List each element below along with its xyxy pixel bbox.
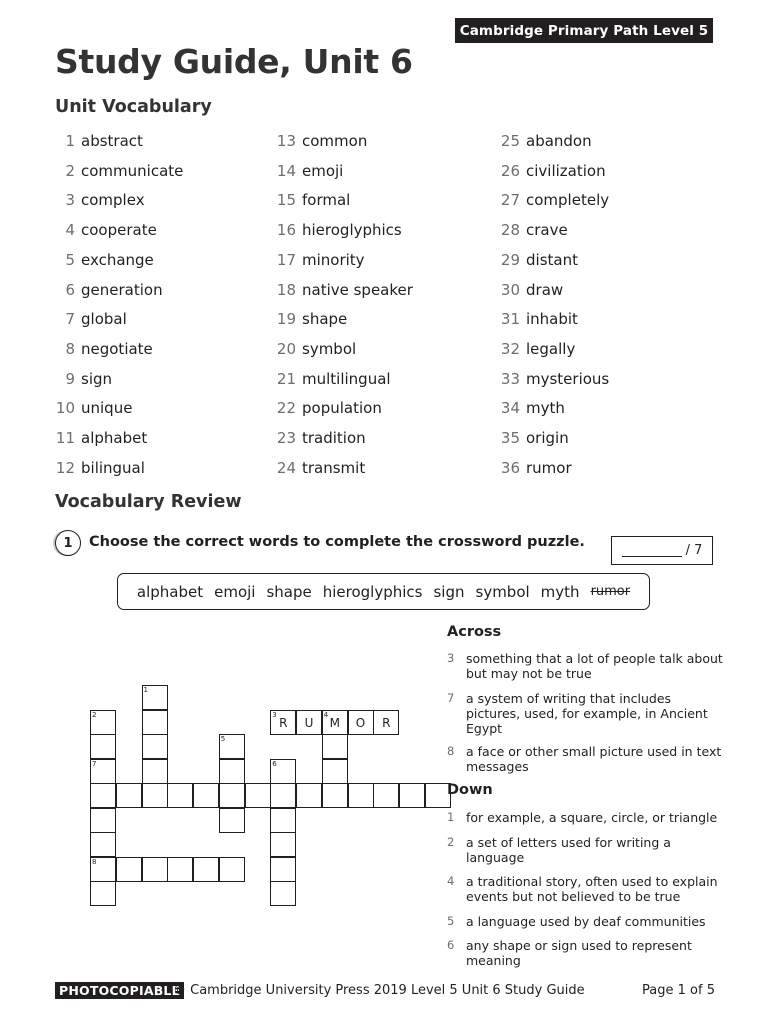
- vocab-item: [55, 397, 132, 419]
- vocab-number: 22: [276, 399, 296, 418]
- vocab-number: 8: [65, 339, 75, 358]
- vocab-number: 32: [500, 339, 520, 358]
- crossword-cell[interactable]: [296, 783, 322, 808]
- crossword-cell[interactable]: [399, 783, 425, 808]
- vocab-word: alphabet: [81, 429, 148, 447]
- vocab-number: 12: [55, 458, 75, 477]
- crossword-cell[interactable]: [219, 734, 245, 759]
- crossword-clue-number: 5: [220, 735, 226, 743]
- vocab-word: inhabit: [526, 310, 578, 329]
- crossword-cell[interactable]: [142, 710, 168, 735]
- exercise-number-badge: 1: [55, 530, 81, 556]
- vocab-item: [276, 279, 413, 301]
- clue-number: 1: [447, 810, 455, 824]
- crossword-cell[interactable]: [90, 808, 116, 833]
- crossword-cell[interactable]: [348, 710, 374, 735]
- clue-text: a face or other small picture used in text messages: [466, 744, 722, 774]
- vocab-number: 13: [276, 132, 296, 150]
- vocab-word: population: [302, 399, 382, 418]
- crossword-cell[interactable]: [270, 857, 296, 882]
- vocab-number: 10: [55, 399, 75, 418]
- crossword-letter: R: [279, 715, 288, 730]
- vocab-word: unique: [81, 399, 133, 418]
- crossword-letter: M: [329, 715, 340, 730]
- vocab-item: [55, 308, 127, 330]
- vocab-word: complex: [81, 191, 145, 210]
- crossword-letter: O: [355, 715, 366, 730]
- vocab-number: 27: [500, 191, 520, 210]
- crossword-cell[interactable]: [142, 759, 168, 784]
- vocab-item: [55, 338, 153, 360]
- vocab-number: 34: [500, 399, 520, 418]
- vocab-item: [55, 427, 147, 449]
- vocab-item: [276, 219, 402, 241]
- vocab-word: emoji: [302, 161, 344, 180]
- crossword-clue-number: 2: [92, 710, 97, 719]
- vocab-word: legally: [526, 339, 576, 358]
- vocab-number: 23: [276, 429, 296, 447]
- word-bank-item: alphabet: [136, 582, 204, 601]
- vocab-number: 11: [55, 429, 75, 447]
- crossword-cell[interactable]: [219, 783, 245, 808]
- vocab-item: [276, 308, 347, 330]
- vocab-number: 3: [65, 191, 75, 210]
- crossword-cell[interactable]: [142, 783, 168, 808]
- vocab-word: formal: [302, 191, 351, 210]
- vocab-word: communicate: [81, 161, 184, 180]
- vocab-item: [55, 189, 145, 211]
- crossword-cell[interactable]: [90, 759, 116, 784]
- vocab-item: [276, 427, 366, 449]
- vocab-word: tradition: [302, 429, 366, 447]
- vocab-number: 28: [500, 221, 520, 240]
- crossword-cell[interactable]: [270, 808, 296, 833]
- vocab-word: abandon: [526, 132, 592, 150]
- vocab-word: negotiate: [81, 339, 153, 358]
- crossword-cell[interactable]: [142, 734, 168, 759]
- vocab-number: 5: [65, 250, 75, 269]
- vocab-item: [500, 130, 592, 152]
- vocab-number: 18: [276, 280, 296, 299]
- vocab-number: 21: [276, 369, 296, 388]
- crossword-cell[interactable]: [373, 710, 399, 735]
- clue-across: [447, 651, 727, 681]
- vocab-item: [276, 457, 365, 479]
- score-total: / 7: [685, 543, 703, 558]
- word-bank-item: emoji: [214, 582, 256, 601]
- vocab-number: 30: [500, 280, 520, 299]
- vocab-number: 33: [500, 369, 520, 388]
- vocab-item: [500, 160, 606, 182]
- vocab-number: 16: [276, 221, 296, 240]
- crossword-letter: R: [382, 715, 391, 730]
- vocab-item: [500, 249, 578, 271]
- vocab-item: [276, 397, 382, 419]
- crossword-cell[interactable]: [322, 759, 348, 784]
- vocab-word: civilization: [526, 161, 606, 180]
- vocab-item: [276, 189, 350, 211]
- crossword-cell[interactable]: [245, 783, 271, 808]
- clue-number: 8: [447, 744, 455, 758]
- vocab-number: 15: [276, 191, 296, 210]
- vocab-item: [276, 130, 367, 152]
- vocabulary-review-heading: Vocabulary Review: [55, 492, 242, 512]
- vocab-number: 4: [65, 221, 75, 240]
- vocab-number: 1: [65, 132, 75, 150]
- clue-number: 5: [447, 914, 455, 928]
- across-heading: Across: [447, 624, 502, 640]
- crossword-clue-number: 7: [92, 759, 97, 768]
- word-bank-item: symbol: [475, 582, 530, 601]
- vocab-item: [500, 308, 578, 330]
- vocab-number: 31: [500, 310, 520, 329]
- vocab-number: 7: [65, 310, 75, 329]
- vocab-item: [55, 219, 157, 241]
- vocab-word: crave: [526, 221, 568, 240]
- crossword-cell[interactable]: [90, 857, 116, 882]
- vocab-number: 26: [500, 161, 520, 180]
- clue-down: [447, 914, 727, 929]
- crossword-cell[interactable]: [270, 783, 296, 808]
- clue-across: [447, 691, 727, 736]
- clue-number: 4: [447, 874, 455, 888]
- vocab-number: 35: [500, 429, 520, 447]
- crossword-clue-number: 6: [272, 759, 277, 768]
- vocab-word: abstract: [81, 132, 143, 150]
- clue-text: a language used by deaf communities: [466, 914, 706, 929]
- vocab-item: [276, 368, 391, 390]
- crossword-cell[interactable]: [167, 857, 193, 882]
- crossword-cell[interactable]: [90, 783, 116, 808]
- vocab-item: [55, 160, 183, 182]
- crossword-cell[interactable]: [193, 857, 219, 882]
- word-bank: [117, 573, 650, 610]
- crossword-cell[interactable]: [322, 734, 348, 759]
- vocab-item: [55, 368, 112, 390]
- vocab-item: [276, 338, 356, 360]
- crossword-cell[interactable]: [90, 710, 116, 735]
- page-title: Study Guide, Unit 6: [55, 42, 413, 81]
- vocab-word: hieroglyphics: [302, 221, 402, 240]
- vocab-word: global: [81, 310, 127, 329]
- vocab-word: generation: [81, 280, 163, 299]
- word-bank-item: shape: [266, 582, 312, 601]
- vocab-word: exchange: [81, 250, 154, 269]
- vocab-number: 9: [65, 369, 75, 388]
- vocab-item: [500, 219, 568, 241]
- crossword-cell[interactable]: [116, 857, 142, 882]
- crossword-clue-number: 4: [323, 710, 329, 719]
- crossword-cell[interactable]: [167, 783, 193, 808]
- vocab-item: [55, 249, 154, 271]
- clue-text: a set of letters used for writing a language: [466, 835, 671, 865]
- vocab-item: [500, 397, 565, 419]
- vocab-word: transmit: [302, 458, 366, 477]
- clue-across: [447, 744, 727, 774]
- crossword-cell[interactable]: [270, 832, 296, 857]
- word-bank-item-used: rumor: [590, 584, 631, 599]
- crossword-cell[interactable]: [90, 881, 116, 906]
- vocab-word: draw: [526, 280, 564, 299]
- vocab-number: 2: [65, 161, 75, 180]
- vocab-word: origin: [526, 429, 569, 447]
- crossword-cell[interactable]: [193, 783, 219, 808]
- clue-text: something that a lot of people talk about but may not be true: [466, 651, 723, 681]
- crossword-cell[interactable]: [90, 832, 116, 857]
- crossword-clue-number: 1: [143, 686, 148, 694]
- clue-number: 6: [447, 938, 455, 952]
- score-box: [611, 536, 713, 565]
- vocab-item: [55, 457, 145, 479]
- down-heading: Down: [447, 782, 493, 798]
- crossword-cell[interactable]: [90, 734, 116, 759]
- copyright-text: © Cambridge University Press 2019 Level 5 Unit 6 Study Guide: [173, 983, 585, 998]
- vocab-word: mysterious: [526, 369, 610, 388]
- word-bank-item: hieroglyphics: [322, 582, 423, 601]
- score-blank[interactable]: [622, 544, 682, 557]
- clue-text: for example, a square, circle, or triangle: [466, 810, 718, 825]
- word-bank-item: myth: [540, 582, 580, 601]
- crossword-letter: U: [304, 715, 314, 730]
- vocab-item: [55, 130, 143, 152]
- vocab-word: bilingual: [81, 458, 145, 477]
- clue-number: 3: [447, 651, 455, 665]
- vocab-word: minority: [302, 250, 365, 269]
- vocab-word: rumor: [526, 458, 572, 477]
- vocab-number: 25: [500, 132, 520, 150]
- series-badge: Cambridge Primary Path Level 5: [455, 18, 713, 43]
- clue-number: 7: [447, 691, 455, 705]
- clue-down: [447, 874, 727, 904]
- vocab-item: [500, 279, 563, 301]
- crossword-clue-number: 8: [92, 857, 97, 866]
- word-bank-item: sign: [433, 582, 465, 601]
- vocab-word: myth: [526, 399, 565, 418]
- crossword-cell[interactable]: [322, 710, 348, 735]
- vocab-word: cooperate: [81, 221, 157, 240]
- vocab-item: [276, 160, 343, 182]
- clue-down: [447, 810, 727, 825]
- crossword-cell[interactable]: [270, 881, 296, 906]
- vocab-word: native speaker: [302, 280, 413, 299]
- vocab-word: sign: [81, 369, 113, 388]
- vocab-item: [276, 249, 365, 271]
- vocab-item: [500, 427, 569, 449]
- clue-number: 2: [447, 835, 455, 849]
- vocab-item: [55, 279, 163, 301]
- clue-text: any shape or sign used to represent meaning: [466, 938, 692, 968]
- unit-vocabulary-heading: Unit Vocabulary: [55, 97, 212, 117]
- photocopiable-label: PHOTOCOPIABLE: [55, 982, 184, 999]
- crossword-cell[interactable]: [270, 759, 296, 784]
- vocab-item: [500, 457, 572, 479]
- vocab-number: 29: [500, 250, 520, 269]
- vocab-number: 24: [276, 458, 296, 477]
- clue-text: a traditional story, often used to explain events but not believed to be true: [466, 874, 718, 904]
- page-number: Page 1 of 5: [642, 983, 715, 998]
- vocab-number: 6: [65, 280, 75, 299]
- vocab-word: completely: [526, 191, 610, 210]
- crossword-cell[interactable]: [322, 783, 348, 808]
- vocab-item: [500, 189, 609, 211]
- crossword-cell[interactable]: [142, 685, 168, 710]
- vocab-number: 17: [276, 250, 296, 269]
- vocab-word: symbol: [302, 339, 357, 358]
- page-footer: [55, 982, 715, 1000]
- crossword-cell[interactable]: [219, 808, 245, 833]
- vocab-word: distant: [526, 250, 578, 269]
- vocab-item: [500, 338, 575, 360]
- clue-down: [447, 938, 727, 968]
- crossword-clue-number: 3: [272, 710, 277, 719]
- crossword-cell[interactable]: [142, 857, 168, 882]
- exercise-instruction: Choose the correct words to complete the crossword puzzle.: [89, 534, 585, 550]
- vocab-word: common: [302, 132, 368, 150]
- crossword-cell[interactable]: [373, 783, 399, 808]
- vocab-number: 14: [276, 161, 296, 180]
- crossword-cell[interactable]: [348, 783, 374, 808]
- vocab-number: 20: [276, 339, 296, 358]
- vocab-number: 36: [500, 458, 520, 477]
- crossword-cell[interactable]: [296, 710, 322, 735]
- crossword-cell[interactable]: [270, 710, 296, 735]
- clue-down: [447, 835, 727, 865]
- vocab-word: multilingual: [302, 369, 391, 388]
- vocab-item: [500, 368, 609, 390]
- crossword-cell[interactable]: [219, 759, 245, 784]
- crossword-cell[interactable]: [116, 783, 142, 808]
- clue-text: a system of writing that includes pictures, used, for example, in Ancient Egypt: [466, 691, 708, 736]
- vocab-number: 19: [276, 310, 296, 329]
- crossword-cell[interactable]: [219, 857, 245, 882]
- vocab-word: shape: [302, 310, 348, 329]
